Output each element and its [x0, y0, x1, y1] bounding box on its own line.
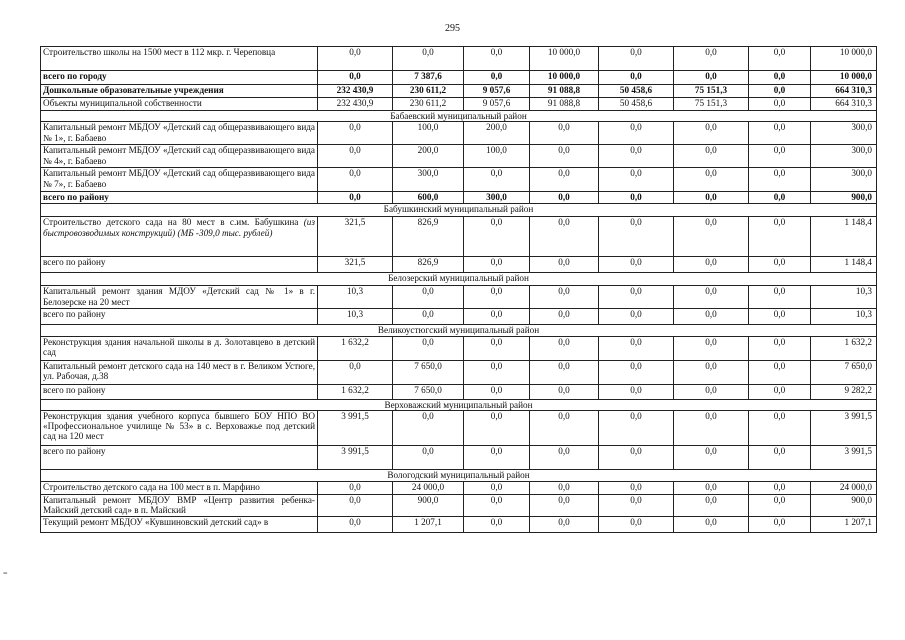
row-name-cell — [41, 71, 318, 85]
value-cell: 0,0 — [749, 192, 811, 204]
row-name: Капитальный ремонт МБДОУ «Детский сад общеразвивающего вида № 1», г. Бабаево — [43, 122, 315, 143]
total-value-cell: 1 632,2 — [811, 336, 877, 360]
table-row — [41, 360, 877, 384]
section-header-row — [41, 399, 877, 410]
total-value-cell: 1 148,4 — [811, 217, 877, 257]
value-cell: 300,0 — [464, 192, 530, 204]
value-cell: 0,0 — [674, 217, 749, 257]
value-cell: 321,5 — [318, 217, 393, 257]
row-name-cell — [41, 257, 318, 273]
table-row — [41, 47, 877, 71]
value-cell: 0,0 — [674, 516, 749, 532]
value-cell: 1 207,1 — [393, 516, 464, 532]
value-cell: 0,0 — [599, 168, 674, 192]
value-cell: 0,0 — [599, 257, 674, 273]
total-value-cell: 1 207,1 — [811, 516, 877, 532]
total-value-cell: 24 000,0 — [811, 481, 877, 494]
value-cell: 0,0 — [530, 145, 599, 168]
value-cell: 0,0 — [599, 217, 674, 257]
value-cell: 900,0 — [393, 494, 464, 516]
value-cell: 0,0 — [464, 168, 530, 192]
value-cell: 0,0 — [318, 168, 393, 192]
row-name: Строительство детского сада на 100 мест в п. Марфино — [43, 481, 260, 492]
value-cell: 232 430,9 — [318, 85, 393, 98]
total-value-cell: 300,0 — [811, 145, 877, 168]
value-cell: 232 430,9 — [318, 98, 393, 111]
row-name: Капитальный ремонт МБДОУ «Детский сад общеразвивающего вида № 4», г. Бабаево — [43, 145, 315, 166]
value-cell: 0,0 — [749, 481, 811, 494]
value-cell: 0,0 — [393, 47, 464, 71]
total-value-cell: 1 148,4 — [811, 257, 877, 273]
value-cell: 0,0 — [599, 410, 674, 445]
value-cell: 0,0 — [749, 494, 811, 516]
value-cell: 0,0 — [599, 445, 674, 469]
total-value-cell: 10 000,0 — [811, 71, 877, 85]
value-cell: 1 632,2 — [318, 336, 393, 360]
value-cell: 826,9 — [393, 257, 464, 273]
total-value-cell: 900,0 — [811, 494, 877, 516]
value-cell: 0,0 — [599, 336, 674, 360]
value-cell: 0,0 — [530, 336, 599, 360]
row-name-cell — [41, 168, 318, 192]
value-cell: 10,3 — [318, 286, 393, 309]
table-row — [41, 71, 877, 85]
value-cell: 0,0 — [599, 516, 674, 532]
value-cell: 200,0 — [393, 145, 464, 168]
value-cell: 0,0 — [318, 71, 393, 85]
value-cell: 0,0 — [393, 286, 464, 309]
total-value-cell: 300,0 — [811, 168, 877, 192]
value-cell: 10 000,0 — [530, 71, 599, 85]
value-cell: 100,0 — [464, 145, 530, 168]
section-title: Верховажский муниципальный район — [41, 399, 877, 410]
row-name: Капитальный ремонт здания МДОУ «Детский сад № 1» в г. Белозерске на 20 мест — [43, 286, 315, 307]
row-name-cell — [41, 410, 318, 445]
row-name: всего по району — [43, 384, 106, 395]
value-cell: 91 088,8 — [530, 85, 599, 98]
row-name-cell — [41, 217, 318, 257]
row-name: Капитальный ремонт МБДОУ «Детский сад общеразвивающего вида № 7», г. Бабаево — [43, 168, 315, 189]
value-cell: 0,0 — [464, 217, 530, 257]
value-cell: 0,0 — [674, 168, 749, 192]
value-cell: 0,0 — [674, 360, 749, 384]
value-cell: 0,0 — [530, 168, 599, 192]
value-cell: 0,0 — [530, 217, 599, 257]
total-value-cell: 10 000,0 — [811, 47, 877, 71]
value-cell: 0,0 — [674, 494, 749, 516]
section-header-row — [41, 273, 877, 286]
value-cell: 0,0 — [464, 286, 530, 309]
row-name-cell — [41, 192, 318, 204]
value-cell: 0,0 — [749, 98, 811, 111]
total-value-cell: 9 282,2 — [811, 384, 877, 399]
value-cell: 0,0 — [393, 336, 464, 360]
margin-mark: = — [3, 569, 8, 578]
value-cell: 0,0 — [674, 122, 749, 145]
value-cell: 0,0 — [318, 494, 393, 516]
section-title: Вологодский муниципальный район — [41, 469, 877, 481]
value-cell: 3 991,5 — [318, 410, 393, 445]
row-name: всего по району — [43, 309, 106, 320]
value-cell: 0,0 — [599, 384, 674, 399]
row-name-cell — [41, 122, 318, 145]
row-name: Дошкольные образовательные учреждения — [43, 85, 224, 95]
section-title: Бабаевский муниципальный район — [41, 111, 877, 122]
value-cell: 0,0 — [599, 122, 674, 145]
table-row — [41, 217, 877, 257]
value-cell: 0,0 — [318, 122, 393, 145]
row-name-cell — [41, 98, 318, 111]
value-cell: 321,5 — [318, 257, 393, 273]
value-cell: 10,3 — [318, 309, 393, 325]
table-row — [41, 286, 877, 309]
value-cell: 0,0 — [530, 494, 599, 516]
total-value-cell: 10,3 — [811, 286, 877, 309]
value-cell: 0,0 — [464, 410, 530, 445]
row-name-cell — [41, 47, 318, 71]
row-name-cell — [41, 481, 318, 494]
value-cell: 0,0 — [749, 516, 811, 532]
value-cell: 0,0 — [464, 494, 530, 516]
row-name: Капитальный ремонт МБДОУ ВМР «Центр развития ребенка-Майский детский сад» в п. Майский — [43, 494, 315, 516]
value-cell: 0,0 — [674, 445, 749, 469]
table-row — [41, 410, 877, 445]
value-cell: 0,0 — [749, 257, 811, 273]
value-cell: 0,0 — [530, 481, 599, 494]
row-name: всего по району — [43, 257, 106, 268]
value-cell: 0,0 — [464, 257, 530, 273]
row-name-cell — [41, 360, 318, 384]
row-name-cell — [41, 85, 318, 98]
value-cell: 50 458,6 — [599, 85, 674, 98]
value-cell: 91 088,8 — [530, 98, 599, 111]
row-name-cell — [41, 286, 318, 309]
value-cell: 0,0 — [749, 85, 811, 98]
section-header-row — [41, 111, 877, 122]
value-cell: 75 151,3 — [674, 85, 749, 98]
value-cell: 0,0 — [530, 309, 599, 325]
section-title: Великоустюгский муниципальный район — [41, 325, 877, 336]
value-cell: 200,0 — [464, 122, 530, 145]
value-cell: 300,0 — [393, 168, 464, 192]
value-cell: 0,0 — [674, 47, 749, 71]
value-cell: 7 650,0 — [393, 384, 464, 399]
table-row — [41, 445, 877, 469]
value-cell: 50 458,6 — [599, 98, 674, 111]
value-cell: 0,0 — [530, 384, 599, 399]
table-row — [41, 309, 877, 325]
value-cell: 0,0 — [318, 360, 393, 384]
value-cell: 600,0 — [393, 192, 464, 204]
value-cell: 0,0 — [674, 410, 749, 445]
value-cell: 0,0 — [318, 145, 393, 168]
total-value-cell: 7 650,0 — [811, 360, 877, 384]
table-row — [41, 336, 877, 360]
value-cell: 0,0 — [318, 47, 393, 71]
value-cell: 0,0 — [599, 494, 674, 516]
row-note: (из быстровозводимых конструкций) (МБ -309,0 тыс. рублей) — [43, 217, 315, 238]
value-cell: 0,0 — [749, 445, 811, 469]
value-cell: 0,0 — [599, 360, 674, 384]
table-row — [41, 122, 877, 145]
value-cell: 230 611,2 — [393, 85, 464, 98]
value-cell: 0,0 — [749, 286, 811, 309]
value-cell: 0,0 — [749, 122, 811, 145]
value-cell: 0,0 — [318, 192, 393, 204]
total-value-cell: 664 310,3 — [811, 85, 877, 98]
value-cell: 0,0 — [599, 309, 674, 325]
value-cell: 0,0 — [674, 481, 749, 494]
table-row — [41, 516, 877, 532]
value-cell: 0,0 — [464, 47, 530, 71]
value-cell: 0,0 — [749, 384, 811, 399]
row-name: Капитальный ремонт детского сада на 140 мест в г. Великом Устюге, ул. Рабочая, д.38 — [43, 360, 315, 381]
row-name-cell — [41, 494, 318, 516]
value-cell: 0,0 — [464, 309, 530, 325]
value-cell: 0,0 — [530, 122, 599, 145]
value-cell: 1 632,2 — [318, 384, 393, 399]
value-cell: 0,0 — [749, 336, 811, 360]
value-cell: 0,0 — [599, 71, 674, 85]
table-row — [41, 192, 877, 204]
value-cell: 0,0 — [464, 360, 530, 384]
row-name-cell — [41, 145, 318, 168]
value-cell: 230 611,2 — [393, 98, 464, 111]
value-cell: 0,0 — [749, 309, 811, 325]
row-name: Строительство школы на 1500 мест в 112 мкр. г. Череповца — [43, 47, 276, 57]
table-row — [41, 257, 877, 273]
section-header-row — [41, 204, 877, 217]
row-name-cell — [41, 336, 318, 360]
value-cell: 0,0 — [599, 481, 674, 494]
value-cell: 0,0 — [749, 168, 811, 192]
value-cell: 0,0 — [464, 71, 530, 85]
row-name: Текущий ремонт МБДОУ «Кувшиновский детский сад» в — [43, 516, 269, 527]
value-cell: 0,0 — [599, 47, 674, 71]
value-cell: 0,0 — [749, 410, 811, 445]
value-cell: 0,0 — [464, 336, 530, 360]
value-cell: 9 057,6 — [464, 98, 530, 111]
row-name-cell — [41, 384, 318, 399]
value-cell: 75 151,3 — [674, 98, 749, 111]
value-cell: 0,0 — [530, 257, 599, 273]
total-value-cell: 664 310,3 — [811, 98, 877, 111]
row-name-cell — [41, 309, 318, 325]
value-cell: 0,0 — [674, 257, 749, 273]
table-row — [41, 98, 877, 111]
value-cell: 0,0 — [393, 445, 464, 469]
value-cell: 24 000,0 — [393, 481, 464, 494]
table-row — [41, 494, 877, 516]
value-cell: 0,0 — [464, 384, 530, 399]
value-cell: 0,0 — [749, 71, 811, 85]
value-cell: 100,0 — [393, 122, 464, 145]
total-value-cell: 300,0 — [811, 122, 877, 145]
value-cell: 0,0 — [530, 516, 599, 532]
value-cell: 0,0 — [530, 192, 599, 204]
value-cell: 0,0 — [530, 360, 599, 384]
value-cell: 0,0 — [749, 47, 811, 71]
total-value-cell: 10,3 — [811, 309, 877, 325]
value-cell: 0,0 — [749, 360, 811, 384]
budget-table — [40, 46, 877, 533]
value-cell: 9 057,6 — [464, 85, 530, 98]
page-number: 295 — [445, 23, 460, 34]
row-name: всего по району — [43, 192, 109, 203]
value-cell: 826,9 — [393, 217, 464, 257]
table-row — [41, 168, 877, 192]
value-cell: 0,0 — [674, 336, 749, 360]
table-row — [41, 384, 877, 399]
row-name: Объекты муниципальной собственности — [43, 98, 202, 108]
value-cell: 0,0 — [530, 286, 599, 309]
value-cell: 0,0 — [674, 286, 749, 309]
row-name: всего по району — [43, 445, 106, 456]
row-name-cell — [41, 445, 318, 469]
value-cell: 10 000,0 — [530, 47, 599, 71]
table-row — [41, 85, 877, 98]
value-cell: 0,0 — [674, 192, 749, 204]
section-header-row — [41, 325, 877, 336]
value-cell: 0,0 — [599, 192, 674, 204]
value-cell: 0,0 — [318, 481, 393, 494]
value-cell: 0,0 — [393, 410, 464, 445]
value-cell: 0,0 — [749, 145, 811, 168]
value-cell: 0,0 — [464, 481, 530, 494]
total-value-cell: 3 991,5 — [811, 410, 877, 445]
section-title: Бабушкинский муниципальный район — [41, 204, 877, 217]
value-cell: 0,0 — [674, 71, 749, 85]
value-cell: 0,0 — [393, 309, 464, 325]
value-cell: 0,0 — [674, 145, 749, 168]
row-name: Реконструкция здания начальной школы в д. Золотавцево в детский сад — [43, 336, 315, 357]
table-row — [41, 481, 877, 494]
value-cell: 7 650,0 — [393, 360, 464, 384]
value-cell: 0,0 — [530, 410, 599, 445]
total-value-cell: 3 991,5 — [811, 445, 877, 469]
value-cell: 0,0 — [318, 516, 393, 532]
row-name-cell — [41, 516, 318, 532]
value-cell: 0,0 — [749, 217, 811, 257]
section-header-row — [41, 469, 877, 481]
value-cell: 0,0 — [674, 309, 749, 325]
value-cell: 3 991,5 — [318, 445, 393, 469]
value-cell: 0,0 — [464, 516, 530, 532]
row-name: Строительство детского сада на 80 мест в с.им. Бабушкина — [43, 217, 299, 228]
section-title: Белозерский муниципальный район — [41, 273, 877, 286]
row-name: всего по городу — [43, 71, 107, 81]
total-value-cell: 900,0 — [811, 192, 877, 204]
value-cell: 0,0 — [674, 384, 749, 399]
value-cell: 7 387,6 — [393, 71, 464, 85]
table-row — [41, 145, 877, 168]
value-cell: 0,0 — [530, 445, 599, 469]
value-cell: 0,0 — [464, 445, 530, 469]
value-cell: 0,0 — [599, 286, 674, 309]
value-cell: 0,0 — [599, 145, 674, 168]
row-name: Реконструкция здания учебного корпуса бывшего БОУ НПО ВО «Профессиональное училище № 53» в с. Верховажье под детский сад на 120 мест — [43, 410, 315, 442]
